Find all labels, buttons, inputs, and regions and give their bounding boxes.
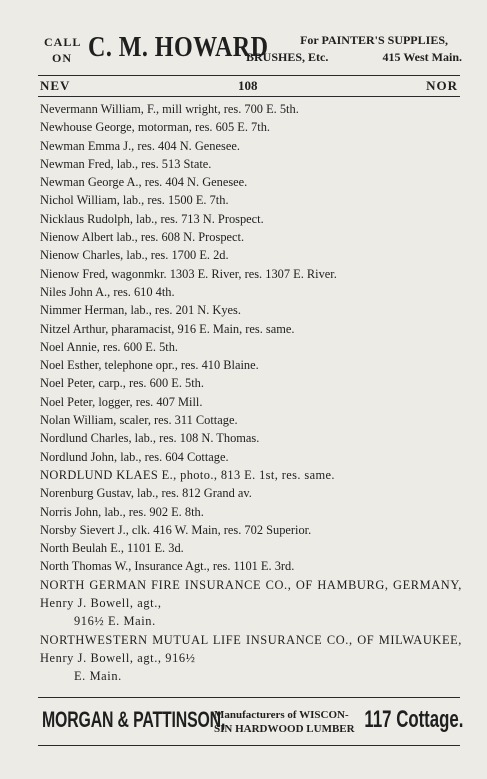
entry-text: NORTH GERMAN FIRE INSURANCE CO., OF HAMBURG, GERMANY, Henry J. Bowell, agt., [40,577,462,611]
ad-product-line-2: BRUSHES, Etc. [246,50,329,64]
list-item: Norris John, lab., res. 902 E. 8th. [40,504,204,519]
footer-rule-top [38,697,460,698]
entry-text: NORTHWESTERN MUTUAL LIFE INSURANCE CO., OF MILWAUKEE, Henry J. Bowell, agt., 916½ [40,632,462,665]
directory-entries [40,100,462,686]
footer-rule-bottom [38,745,460,746]
list-item: Nichol William, lab., res. 1500 E. 7th. [40,193,229,208]
call-text: CALL [44,35,82,49]
top-advertisement [38,30,463,70]
list-item: Nimmer Herman, lab., res. 201 N. Kyes. [40,303,241,318]
firm-description-line-2: SIN HARDWOOD LUMBER [214,723,355,735]
advertiser-name: C. M. HOWARD [88,32,269,63]
list-item: Nevermann William, F., mill wright, res. 700 E. 5th. [40,102,299,116]
list-item: North Thomas W., Insurance Agt., res. 1101 E. 3rd. [40,559,295,574]
header-rule-bottom [38,96,460,97]
list-item: Newhouse George, motorman, res. 605 E. 7th. [40,120,270,135]
ad-second-line [246,49,462,66]
list-item: Nienow Fred, wagonmkr. 1303 E. River, res. 1307 E. River. [40,266,337,281]
list-item: Nordlund John, lab., res. 604 Cottage. [40,449,229,464]
list-item: Nienow Charles, lab., res. 1700 E. 2d. [40,248,229,263]
entry-continuation: E. Main. [74,669,122,684]
on-text: ON [52,51,72,65]
list-item: NORDLUND KLAES E., photo., 813 E. 1st, res. same. [40,467,335,482]
list-item-wrapped [40,576,462,631]
list-item: Noel Annie, res. 600 E. 5th. [40,339,178,354]
header-rule-top [38,75,460,76]
list-item: Norsby Sievert J., clk. 416 W. Main, res. 702 Superior. [40,522,312,537]
list-item: Noel Peter, carp., res. 600 E. 5th. [40,376,204,391]
list-item: Norenburg Gustav, lab., res. 812 Grand av. [40,486,252,501]
firm-name: MORGAN & PATTINSON, [42,707,226,732]
list-item: Newman Emma J., res. 404 N. Genesee. [40,138,240,153]
ad-product-line: For PAINTER'S SUPPLIES, [300,33,448,47]
list-item: Newman George A., res. 404 N. Genesee. [40,175,248,190]
list-item: Noel Esther, telephone opr., res. 410 Blaine. [40,358,259,373]
list-item: Nicklaus Rudolph, lab., res. 713 N. Prospect. [40,211,264,226]
ad-address: 415 West Main. [382,50,462,64]
call-on-label [44,34,80,66]
firm-description [214,708,374,736]
page-header [38,78,460,96]
list-item: Nienow Albert lab., res. 608 N. Prospect. [40,230,245,245]
entry-continuation: 916½ E. Main. [74,614,156,629]
list-item: Nitzel Arthur, pharamacist, 916 E. Main, res. same. [40,321,295,336]
list-item: Newman Fred, lab., res. 513 State. [40,156,212,171]
list-item-wrapped [40,631,462,686]
list-item: Noel Peter, logger, res. 407 Mill. [40,394,203,409]
list-item: North Beulah E., 1101 E. 3d. [40,541,184,556]
header-right-guide: NOR [426,78,458,93]
list-item: Niles John A., res. 610 4th. [40,284,175,299]
list-item: Nordlund Charles, lab., res. 108 N. Thomas. [40,431,260,446]
firm-address: 117 Cottage. [364,706,463,733]
header-left-guide: NEV [40,78,71,93]
list-item: Nolan William, scaler, res. 311 Cottage. [40,413,238,428]
advertiser-details [246,32,462,66]
firm-description-line-1: Manufacturers of WISCON- [214,709,349,721]
bottom-advertisement [38,703,463,747]
page-number: 108 [238,78,258,93]
